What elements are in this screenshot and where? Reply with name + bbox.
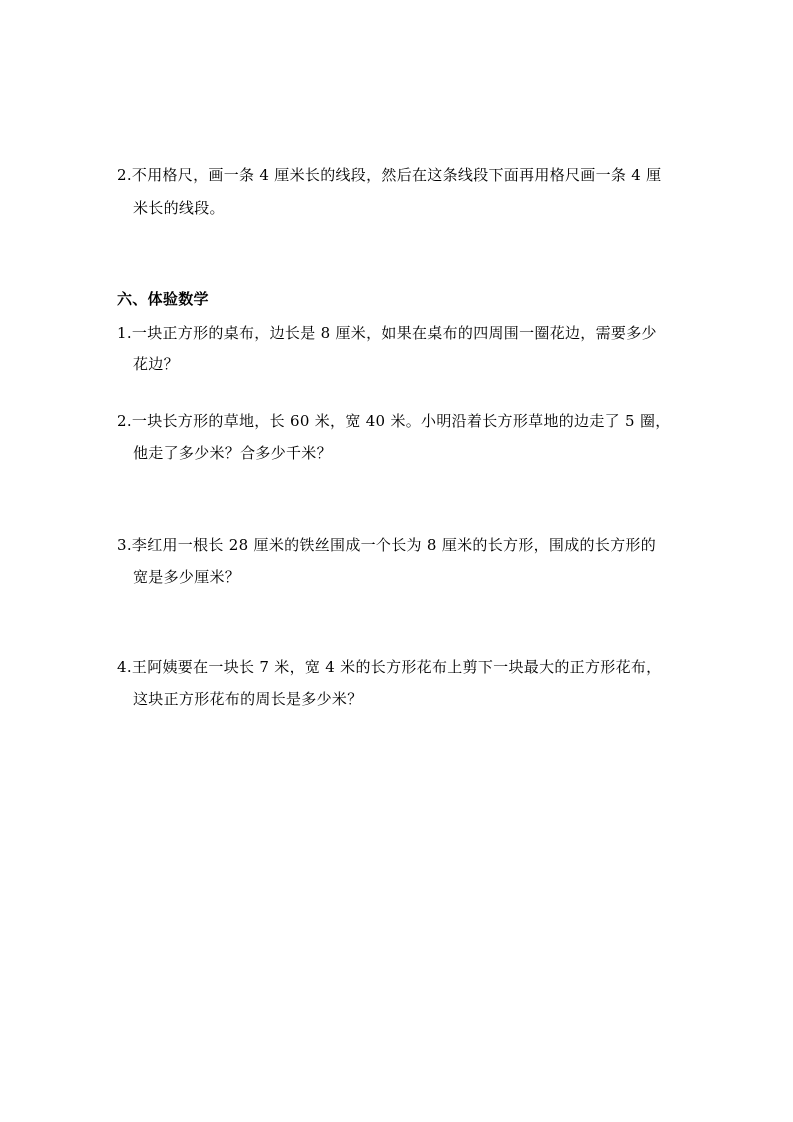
question-text-line: 4.王阿姨要在一块长 7 米，宽 4 米的长方形花布上剪下一块最大的正方形花布， (117, 658, 662, 676)
question-text-line: 1.一块正方形的桌布，边长是 8 厘米，如果在桌布的四周围一圈花边，需要多少 (117, 324, 657, 342)
question-text-line: 宽是多少厘米？ (133, 568, 241, 586)
question-text-line: 2.一块长方形的草地，长 60 米，宽 40 米。小明沿着长方形草地的边走了 5 圈， (117, 412, 671, 430)
question-text-line: 3.李红用一根长 28 厘米的铁丝围成一个长为 8 厘米的长方形，围成的长方形的 (117, 536, 657, 554)
question-text-line: 他走了多少米？合多少千米？ (133, 444, 332, 462)
section-heading: 六、体验数学 (117, 290, 209, 308)
question-text-line: 米长的线段。 (133, 199, 225, 217)
question-text-line: 2.不用格尺，画一条 4 厘米长的线段，然后在这条线段下面再用格尺画一条 4 厘 (117, 166, 662, 184)
question-text-line: 花边？ (133, 355, 179, 373)
question-text-line: 这块正方形花布的周长是多少米？ (133, 690, 363, 708)
